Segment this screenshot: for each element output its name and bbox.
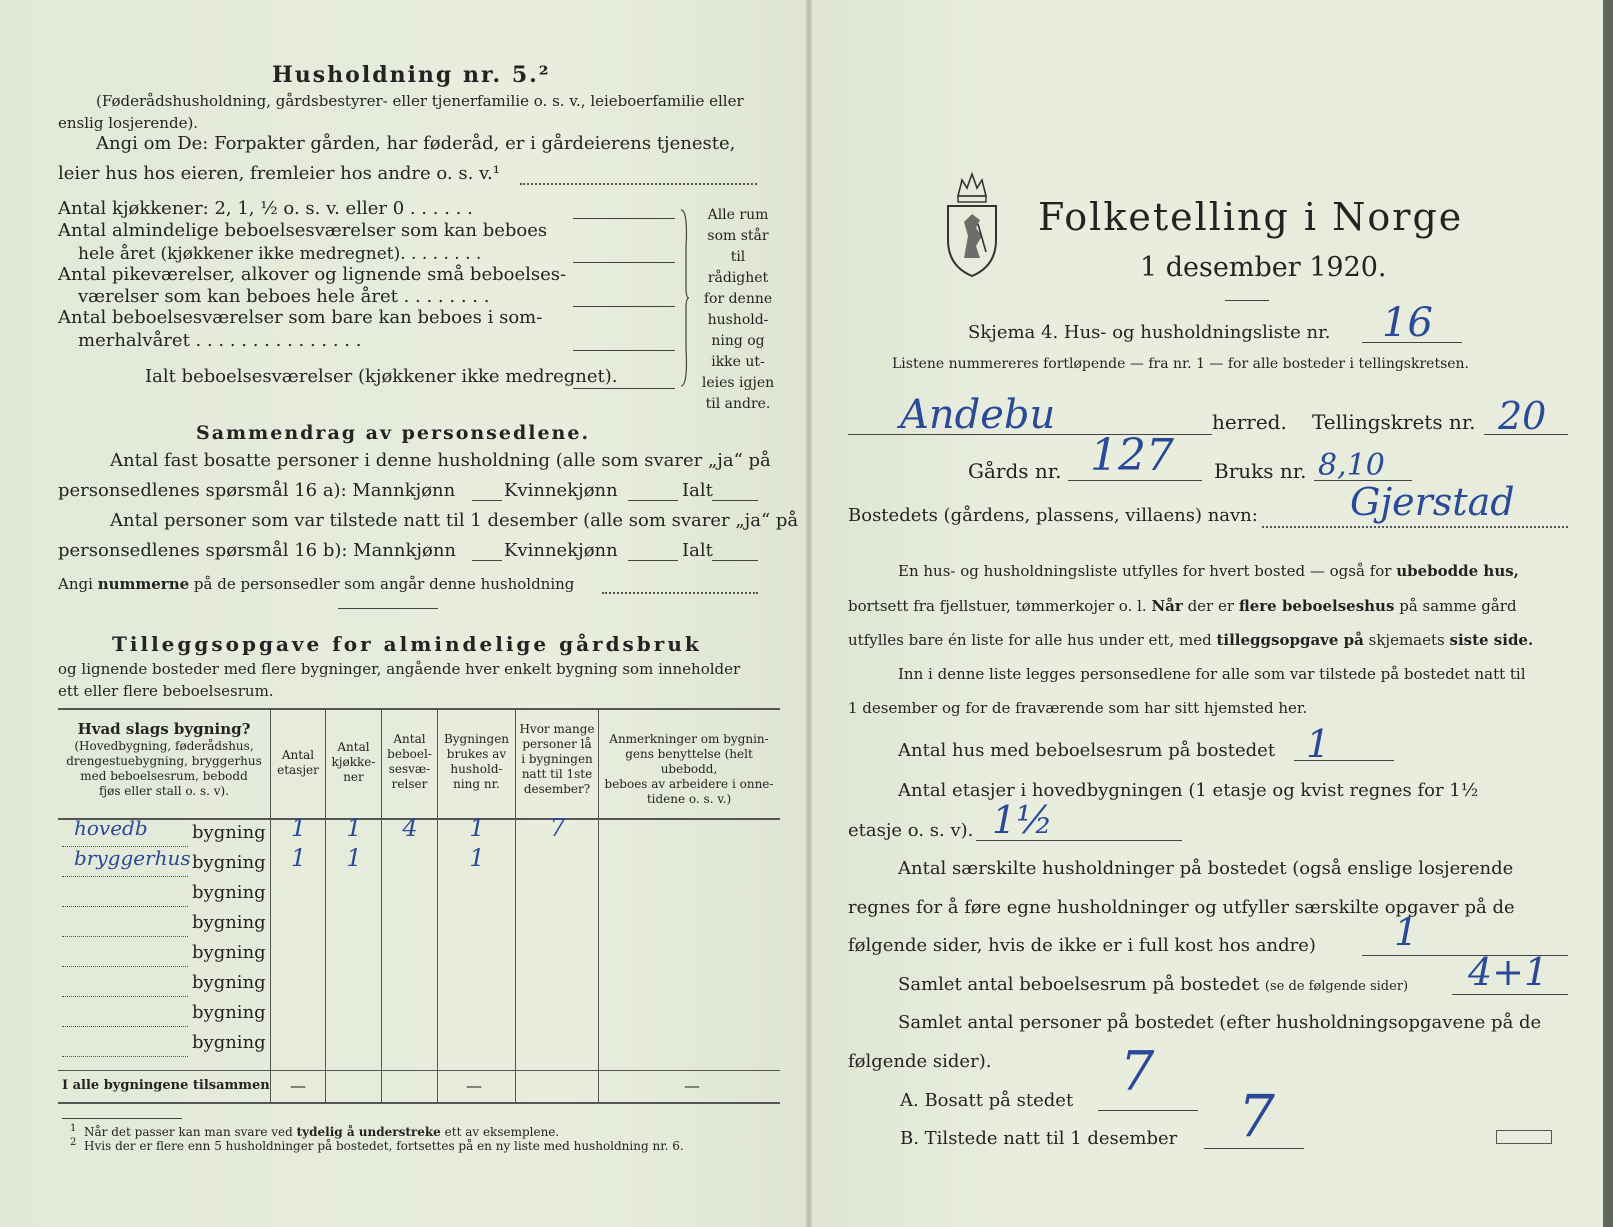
fast-bosatte-line-2: personsedlenes spørsmål 16 a): Mannkjønn — [58, 480, 456, 501]
bruks-label: Bruks nr. — [1214, 459, 1307, 483]
list-number[interactable]: 16 — [1382, 300, 1433, 346]
fast-kvinne-label: Kvinnekjønn — [504, 480, 618, 501]
samlet-rum-value[interactable]: 4+1 — [1468, 950, 1549, 994]
col-header-husholdning: Bygningen brukes av hushold- ning nr. — [443, 732, 510, 791]
skjema-label: Skjema 4. Hus- og husholdningsliste nr. — [968, 322, 1331, 343]
brace-note-line: som står til — [707, 228, 769, 265]
col-divider — [515, 708, 516, 1102]
bygning-label: bygning — [192, 1032, 266, 1053]
footnote-rule — [62, 1118, 182, 1119]
kjokkener-fill — [573, 218, 675, 219]
brace-note-line: hushold- — [707, 312, 769, 328]
household-intro: (Føderådshusholdning, gårdsbestyrer- eller tjenerfamilie o. s. v., leieboerfamilie eller — [96, 92, 744, 110]
col-header-etasjer: Antal etasjer — [277, 748, 319, 777]
brace-note-line: ikke ut- — [711, 354, 765, 370]
table-cell-personer[interactable]: 7 — [549, 814, 566, 842]
alm-fill — [573, 262, 675, 263]
printer-stamp — [1496, 1130, 1552, 1144]
herred-label: herred. — [1212, 410, 1287, 434]
col-divider — [381, 708, 382, 1102]
col-divider — [325, 708, 326, 1102]
kjokkener-label: Antal kjøkkener: 2, 1, ½ o. s. v. eller 0 . . . . . . — [58, 198, 473, 219]
tilstede-natt-value[interactable]: 7 — [1238, 1082, 1275, 1150]
row-fill-line — [62, 876, 188, 877]
instr-para2-line2: 1 desember og for de fraværende som har sitt hjemsted her. — [848, 699, 1308, 717]
instr-para1-line1: En hus- og husholdningsliste utfylles for hvert bosted — også for ubebodde hus, — [898, 562, 1519, 580]
husholdninger-line-1: Antal særskilte husholdninger på bostedet (også enslige losjerende — [898, 858, 1514, 879]
tellingskrets-value[interactable]: 20 — [1498, 394, 1547, 438]
etasjer-line-2: etasje o. s. v). — [848, 820, 974, 841]
fast-ialt-label: Ialt — [682, 480, 713, 501]
tilstede-ialt-label: Ialt — [682, 540, 713, 561]
samlet-rum-fill — [1452, 994, 1568, 995]
fast-ialt-fill — [712, 500, 758, 501]
bosted-value[interactable]: Gjerstad — [1350, 480, 1515, 524]
bygning-label: bygning — [192, 822, 266, 843]
sammendrag-title: Sammendrag av personsedlene. — [196, 422, 591, 444]
hus-label: Antal hus med beboelsesrum på bostedet — [898, 740, 1276, 761]
tilstede-line-2: personsedlenes spørsmål 16 b): Mannkjønn — [58, 540, 457, 561]
page-gutter — [806, 0, 812, 1227]
brace-note-line: til andre. — [705, 396, 771, 412]
instr-para2-line1: Inn i denne liste legges personsedlene for alle som var tilstede på bostedet natt til — [898, 665, 1526, 683]
footnote-1: $^1$ Når det passer kan man svare ved tydelig å understreke ett av eksemplene. — [70, 1123, 560, 1139]
table-cell-etasjer[interactable]: 1 — [290, 844, 307, 872]
pike-fill — [573, 306, 675, 307]
bosted-line — [1262, 526, 1568, 528]
husholdninger-value[interactable]: 1 — [1394, 910, 1419, 954]
bygning-label: bygning — [192, 852, 266, 873]
tillegg-line-2: ett eller flere beboelsesrum. — [58, 682, 274, 700]
bygning-label: bygning — [192, 882, 266, 903]
husholdninger-line-2: regnes for å føre egne husholdninger og utfyller særskilte opgaver på de — [848, 897, 1515, 918]
samlet-personer-line-2: følgende sider). — [848, 1051, 992, 1072]
table-cell-kjokkener[interactable]: 1 — [346, 844, 362, 872]
col-divider — [598, 708, 599, 1102]
coat-of-arms-icon — [942, 166, 1002, 278]
ialt-vaerelser-label: Ialt beboelsesværelser (kjøkkener ikke medregnet). — [145, 366, 618, 387]
angi-line-1: Angi om De: Forpakter gården, har føderåd, er i gårdeierens tjeneste, — [96, 133, 736, 154]
table-bottom-rule — [58, 1102, 780, 1104]
angi-nummerne: Angi nummerne på de personsedler som angår denne husholdning — [58, 575, 575, 593]
household-title: Husholdning nr. 5.² — [272, 62, 551, 88]
col-divider — [270, 708, 271, 1102]
bosatt-value[interactable]: 7 — [1120, 1040, 1155, 1103]
row-fill-line — [62, 906, 188, 907]
etasjer-value[interactable]: 1½ — [992, 798, 1054, 842]
samlet-personer-line-1: Samlet antal personer på bostedet (efter husholdningsopgavene på de — [898, 1012, 1542, 1033]
table-cell-husholdning[interactable]: 1 — [469, 844, 485, 872]
tilstede-kvinne-fill — [628, 560, 678, 561]
samlet-rum-label: Samlet antal beboelsesrum på bostedet (se de følgende sider) — [898, 974, 1409, 995]
tilstede-natt-label: B. Tilstede natt til 1 desember — [900, 1128, 1178, 1149]
tillegg-title: Tilleggsopgave for almindelige gårdsbruk — [112, 632, 702, 656]
table-cell-kjokkener[interactable]: 1 — [346, 814, 362, 842]
nummerne-fill — [602, 592, 758, 594]
col-header-vaerelser: Antal beboel- sesvæ- relser — [387, 732, 432, 791]
pikevaerelser-label-1: Antal pikeværelser, alkover og lignende små beboelses- — [58, 264, 567, 285]
listene-note: Listene nummereres fortløpende — fra nr. 1 — for alle bosteder i tellingskretsen. — [892, 356, 1470, 372]
husholdninger-line-3: følgende sider, hvis de ikke er i full kost hos andre) — [848, 935, 1316, 956]
etasjer-line-1: Antal etasjer i hovedbygningen (1 etasje og kvist regnes for 1½ — [898, 780, 1479, 801]
brace-note-line: ning og — [711, 333, 765, 349]
ialt-fill — [573, 388, 675, 389]
row-fill-line — [62, 996, 188, 997]
pikevaerelser-label-2: værelser som kan beboes hele året . . . . . . . . — [78, 286, 490, 307]
census-date: 1 desember 1920. — [1140, 252, 1387, 283]
census-title: Folketelling i Norge — [1038, 195, 1464, 239]
table-cell-vaerelser[interactable]: 4 — [402, 814, 418, 842]
tillegg-line-1: og lignende bosteder med flere bygninger, angående hver enkelt bygning som inneholder — [58, 660, 741, 678]
almindelige-label-1: Antal almindelige beboelsesværelser som kan beboes — [58, 220, 548, 241]
title-divider — [1225, 300, 1269, 301]
table-total-top-rule — [58, 1070, 780, 1071]
brace-note-line: for denne — [703, 291, 773, 307]
brace-note — [698, 205, 778, 415]
gards-value[interactable]: 127 — [1090, 430, 1174, 481]
instr-para1-line3: utfylles bare én liste for alle hus under ett, med tilleggsopgave på skjemaets siste side. — [848, 631, 1534, 649]
sommer-label-2: merhalvåret . . . . . . . . . . . . . . . — [78, 330, 362, 351]
angi-line-2: leier hus hos eieren, fremleier hos andre o. s. v.¹ — [58, 163, 500, 184]
building-name-cell[interactable]: hovedb — [74, 816, 148, 840]
footnote-2: $^2$ Hvis der er flere enn 5 husholdninger på bostedet, fortsettes på en ny liste med husholdning nr. 6. — [70, 1137, 684, 1153]
row-fill-line — [62, 1026, 188, 1027]
section-divider — [338, 608, 438, 609]
table-top-rule — [58, 708, 780, 710]
bygning-label: bygning — [192, 942, 266, 963]
bosatt-label: A. Bosatt på stedet — [900, 1090, 1074, 1111]
col-header-kjokkener: Antal kjøkke- ner — [331, 740, 376, 784]
tilstede-line-1: Antal personer som var tilstede natt til 1 desember (alle som svarer „ja“ på — [110, 510, 799, 531]
brace-note-line: Alle rum — [707, 207, 769, 223]
brace-icon — [680, 208, 690, 388]
almindelige-label-2: hele året (kjøkkener ikke medregnet). . . . . . . . — [78, 244, 482, 264]
bygning-label: bygning — [192, 1002, 266, 1023]
hus-value[interactable]: 1 — [1306, 722, 1331, 766]
total-dash-etasjer: — — [290, 1076, 306, 1095]
col-header-anmerkninger: Anmerkninger om bygnin- gens benyttelse (helt ubebodd, beboes av arbeidere i onne- tidene o. s. v.) — [604, 732, 774, 806]
tilstede-kvinne-label: Kvinnekjønn — [504, 540, 618, 561]
instr-para1-line2: bortsett fra fjellstuer, tømmerkojer o. l. Når der er flere beboelseshus på samme gård — [848, 597, 1517, 615]
bosted-label: Bostedets (gårdens, plassens, villaens) navn: — [848, 505, 1258, 526]
fast-kvinne-fill — [628, 500, 678, 501]
herred-value[interactable]: Andebu — [900, 392, 1056, 438]
col-divider — [437, 708, 438, 1102]
fast-bosatte-line-1: Antal fast bosatte personer i denne husholdning (alle som svarer „ja“ på — [110, 450, 771, 471]
brace-note-line: rådighet — [707, 270, 769, 286]
tilstede-mann-fill — [472, 560, 502, 561]
angi-fill-line — [520, 183, 757, 185]
bruks-value[interactable]: 8,10 — [1318, 448, 1385, 483]
total-dash-husholdning: — — [466, 1076, 482, 1095]
row-fill-line — [62, 966, 188, 967]
fast-mann-fill — [472, 500, 502, 501]
col-header-type: Hvad slags bygning? (Hovedbygning, føderådshus, drengestuebygning, bryggerhus med beboelsesrum, bebodd fjøs eller stall o. s. v). — [66, 720, 262, 798]
scan-edge — [1603, 0, 1613, 1227]
col-header-personer: Hvor mange personer lå i bygningen natt til 1ste desember? — [519, 722, 595, 796]
sommer-label-1: Antal beboelsesværelser som bare kan beboes i som- — [58, 307, 543, 328]
sommer-fill — [573, 350, 675, 351]
household-intro-2: enslig losjerende). — [58, 114, 199, 132]
bygning-label: bygning — [192, 972, 266, 993]
gards-label: Gårds nr. — [968, 459, 1062, 483]
tilstede-ialt-fill — [712, 560, 758, 561]
brace-note-line: leies igjen — [701, 375, 775, 391]
bygning-label: bygning — [192, 912, 266, 933]
table-cell-etasjer[interactable]: 1 — [290, 814, 307, 842]
building-name-cell[interactable]: bryggerhus — [74, 846, 191, 870]
row-fill-line — [62, 1056, 188, 1057]
tellingskrets-label: Tellingskrets nr. — [1312, 410, 1476, 434]
bosatt-line — [1098, 1110, 1198, 1111]
row-fill-line — [62, 936, 188, 937]
total-row-label: I alle bygningene tilsammen — [62, 1078, 270, 1093]
table-cell-husholdning[interactable]: 1 — [469, 814, 485, 842]
total-dash-anm: — — [684, 1076, 700, 1095]
